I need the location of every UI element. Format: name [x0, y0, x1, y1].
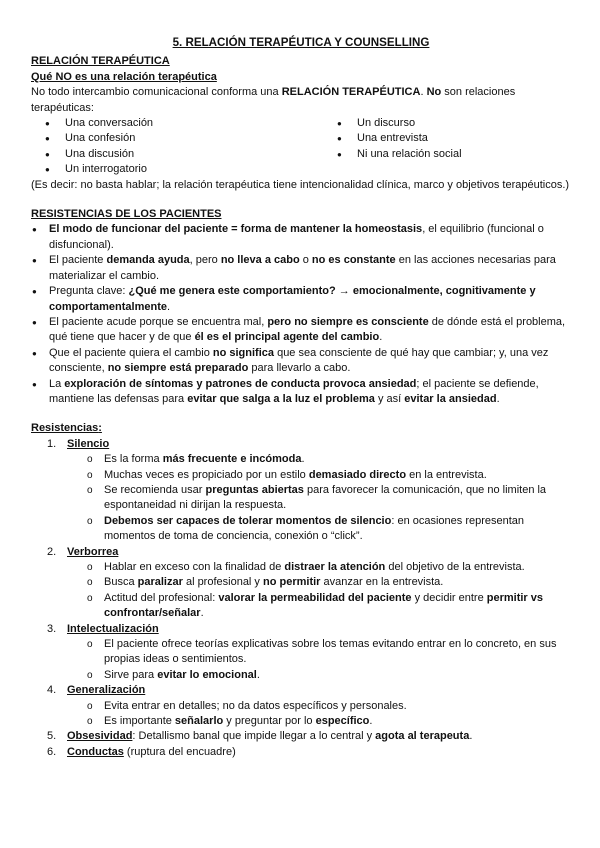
bullet-item: ● La exploración de síntomas y patrones de conducta provoca ansiedad; el paciente se defiende, mantiene las defensas para evitar que salga a la luz el problema y así evitar la ansiedad. — [31, 377, 571, 408]
bullet-item: ● Que el paciente quiera el cambio no significa que sea consciente de qué hay que cambiar; y, una vez consciente, no siempre está preparado para llevarlo a cabo. — [31, 346, 571, 377]
sub-item: o Actitud del profesional: valorar la permeabilidad del paciente y decidir entre permitir vs confrontar/señalar. — [31, 591, 571, 622]
sub-item: o Busca paralizar al profesional y no permitir avanzar en la entrevista. — [31, 575, 571, 590]
resistance-generalizacion: 4. Generalización — [47, 684, 146, 697]
sub-item: o Evita entrar en detalles; no da datos específicos y personales. — [31, 699, 571, 714]
list-column-2 — [323, 116, 571, 178]
document-page — [31, 35, 571, 760]
list-item: ● Un discurso — [323, 116, 571, 131]
page-title: 5. RELACIÓN TERAPÉUTICA Y COUNSELLING — [172, 36, 430, 49]
resistance-bullets — [31, 222, 571, 407]
sub-item: o Se recomienda usar preguntas abiertas para favorecer la comunicación, que no limiten la espontaneidad ni dirijan la respuesta. — [31, 483, 571, 514]
sub-item: o Hablar en exceso con la finalidad de distraer la atención del objetivo de la entrevista. — [31, 560, 571, 575]
list-item: ● Una conversación — [31, 116, 323, 131]
section-heading-resistencias: Resistencias: — [31, 422, 102, 435]
non-therapeutic-list — [31, 116, 571, 178]
bullet-item: ● El modo de funcionar del paciente = forma de mantener la homeostasis, el equilibrio (funcional o disfuncional). — [31, 222, 571, 253]
clarification-note: (Es decir: no basta hablar; la relación terapéutica tiene intencionalidad clínica, marco y objetivos terapéuticos.) — [31, 178, 570, 191]
sub-item: o Sirve para evitar lo emocional. — [31, 668, 571, 683]
section-heading-resistencias-pacientes: RESISTENCIAS DE LOS PACIENTES — [31, 208, 222, 221]
bullet-item: ● Pregunta clave: ¿Qué me genera este comportamiento? → emocionalmente, cognitivamente y comportamentalmente. — [31, 284, 571, 315]
resistance-intelectualizacion: 3. Intelectualización — [47, 622, 159, 635]
bullet-item: ● El paciente demanda ayuda, pero no lleva a cabo o no es constante en las acciones necesarias para materializar el cambio. — [31, 253, 571, 284]
sub-item: o El paciente ofrece teorías explicativas sobre los temas evitando entrar en lo concreto, en sus propias ideas o sentimientos. — [31, 637, 571, 668]
sub-item: o Es importante señalarlo y preguntar por lo específico. — [31, 714, 571, 729]
sub-item: o Debemos ser capaces de tolerar momentos de silencio: en ocasiones representan momentos de toma de conciencia, conexión o “click”. — [31, 514, 571, 545]
resistance-verborrea: 2. Verborrea — [47, 545, 119, 558]
sub-item: o Muchas veces es propiciado por un estilo demasiado directo en la entrevista. — [31, 468, 571, 483]
list-column-1 — [31, 116, 323, 178]
list-item: ● Una entrevista — [323, 131, 571, 146]
sub-item: o Es la forma más frecuente e incómoda. — [31, 452, 571, 467]
resistance-conductas: 6. Conductas (ruptura del encuadre) — [47, 745, 236, 758]
intro-paragraph: No todo intercambio comunicacional conforma una RELACIÓN TERAPÉUTICA. No son relaciones terapéuticas: — [31, 86, 516, 114]
list-item: ● Ni una relación social — [323, 147, 571, 162]
bullet-item: ● El paciente acude porque se encuentra mal, pero no siempre es consciente de dónde está el problema, qué tiene que hacer y de que él es el principal agente del cambio. — [31, 315, 571, 346]
section-heading-relacion: RELACIÓN TERAPÉUTICA — [31, 55, 170, 68]
resistance-obsesividad: 5. Obsesividad: Detallismo banal que impide llegar a lo central y agota al terapeuta. — [47, 730, 473, 743]
resistance-silencio: 1. Silencio — [47, 437, 110, 450]
list-item: ● Una confesión — [31, 131, 323, 146]
subheading-que-no-es: Qué NO es una relación terapéutica — [31, 70, 217, 83]
list-item: ● Un interrogatorio — [31, 162, 323, 177]
list-item: ● Una discusión — [31, 147, 323, 162]
